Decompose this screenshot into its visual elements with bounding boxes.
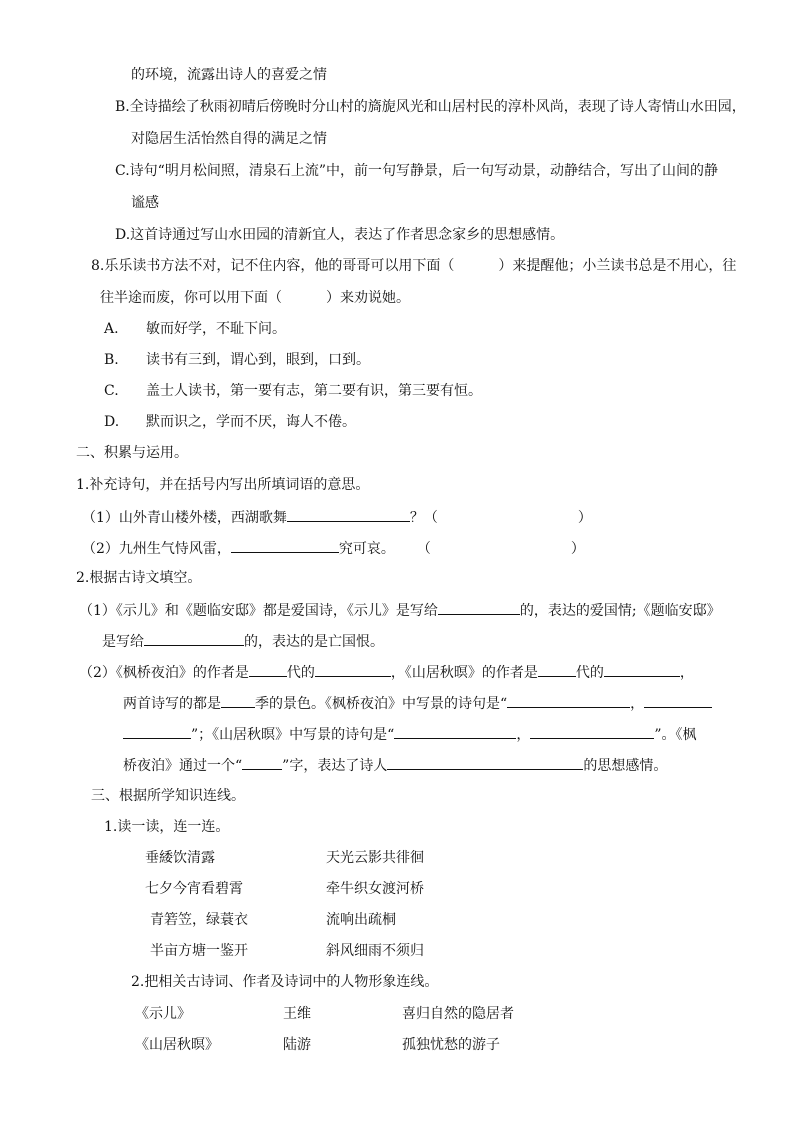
p2-text-m: ”字，表达了诗人 (282, 758, 388, 774)
section2-q2-p1-line1 (79, 600, 721, 620)
matching-left-item[interactable]: 七夕今宵看碧霄 (145, 881, 243, 897)
section2-q2-p2-line1 (79, 662, 694, 682)
matching-right-item[interactable]: 牵牛织女渡河桥 (326, 881, 424, 897)
p2-text-h: ， (630, 696, 645, 712)
fill-blank[interactable] (438, 600, 520, 615)
q8-stem-part3: 往半途而废，你可以用下面（ (100, 290, 282, 306)
fill-blank[interactable] (242, 755, 282, 770)
q8-option-c (104, 382, 482, 400)
matching-left-item[interactable]: 青箬笠，绿蓑衣 (150, 912, 248, 928)
p1-text-c: 是写给 (102, 634, 144, 650)
option-text: 敏而好学，不耻下问。 (146, 321, 286, 337)
item2-text-b: 究可哀。 (338, 541, 395, 557)
section2-q1-stem: 1.补充诗句，并在括号内写出所填词语的意思。 (76, 477, 370, 493)
item2-text-c: （ (416, 541, 431, 557)
matching-left-item[interactable]: 半亩方塘一鉴开 (150, 943, 248, 959)
fill-blank[interactable] (394, 724, 516, 739)
item1-text-a: （1）山外青山楼外楼，西湖歌舞 (82, 510, 287, 526)
section2-q2-p2-line3 (123, 724, 697, 744)
q8-stem-line1 (91, 257, 736, 275)
p2-text-n: 的思想感情。 (583, 758, 668, 774)
p2-text-k: ”。《枫 (654, 727, 697, 743)
q7-option-d: D.这首诗通过写山水田园的清新宜人，表达了作者思念家乡的思想感情。 (115, 227, 565, 243)
fill-blank[interactable] (507, 693, 630, 708)
fill-blank[interactable] (221, 693, 255, 708)
q7-option-b-line1: B.全诗描绘了秋雨初晴后傍晚时分山村的旖旎风光和山居村民的淳朴风尚，表现了诗人寄情山水田园， (115, 99, 746, 115)
q7-option-c-line1: C.诗句“明月松间照，清泉石上流”中，前一句写静景，后一句写动景，动静结合，写出了山间的静 (115, 163, 718, 179)
p2-text-b: 代的 (286, 665, 315, 681)
q7-option-a-tail: 的环境，流露出诗人的喜爱之情 (131, 67, 327, 83)
p2-text-i: ”；《山居秋暝》中写景的诗句是“ (191, 727, 395, 743)
option-letter: D. (104, 414, 120, 430)
section2-q2-p2-line2 (123, 693, 712, 713)
p2-text-a: （2）《枫桥夜泊》的作者是 (79, 665, 249, 681)
p1-text-d: 的，表达的是亡国恨。 (244, 634, 384, 650)
p2-text-j: ， (516, 727, 531, 743)
author-item[interactable]: 陆游 (283, 1037, 311, 1053)
fill-blank[interactable] (604, 662, 680, 677)
section3-q2-stem: 2.把相关古诗词、作者及诗词中的人物形象连线。 (131, 974, 439, 990)
fill-blank[interactable] (538, 662, 576, 677)
p2-text-c: ，《山居秋暝》的作者是 (390, 665, 538, 681)
fill-blank[interactable] (123, 724, 191, 739)
p2-text-d: 代的 (575, 665, 604, 681)
image-item[interactable]: 孤独忧愁的游子 (402, 1037, 500, 1053)
p2-text-f: 两首诗写的都是 (123, 696, 221, 712)
p1-text-a: （1）《示儿》和《题临安邸》都是爱国诗，《示儿》是写给 (79, 603, 438, 619)
option-text: 默而识之，学而不厌，诲人不倦。 (146, 414, 356, 430)
item2-text-d: ） (570, 541, 585, 557)
fill-blank[interactable] (231, 538, 339, 553)
option-letter: A. (104, 321, 119, 337)
item1-text-b: ？（ (409, 510, 438, 526)
section2-q2-p1-line2 (102, 631, 384, 651)
fill-blank[interactable] (644, 693, 712, 708)
q8-stem-line2 (100, 289, 410, 307)
poem-item[interactable]: 《山居秋暝》 (135, 1037, 219, 1053)
option-letter: C. (104, 383, 119, 399)
section2-q2-p2-line4 (123, 755, 667, 775)
image-item[interactable]: 喜归自然的隐居者 (402, 1006, 514, 1022)
section2-q2-stem: 2.根据古诗文填空。 (76, 570, 202, 586)
fill-blank[interactable] (315, 662, 391, 677)
fill-blank[interactable] (249, 662, 287, 677)
matching-right-item[interactable]: 斜风细雨不须归 (326, 943, 424, 959)
q7-option-c-line2: 谧感 (131, 195, 159, 211)
item2-text-a: （2）九州生气恃风雷， (82, 541, 231, 557)
p2-text-l: 桥夜泊》通过一个“ (123, 758, 243, 774)
matching-right-item[interactable]: 天光云影共徘徊 (326, 850, 424, 866)
q8-stem-part2: ）来提醒他；小兰读书总是不用心，往 (498, 258, 737, 274)
item1-text-c: ） (577, 510, 592, 526)
fill-blank[interactable] (287, 507, 410, 522)
section3-q1-stem: 1.读一读，连一连。 (104, 819, 230, 835)
section2-title: 二、积累与运用。 (76, 445, 188, 461)
p2-text-e: ， (679, 665, 694, 681)
option-letter: B. (104, 352, 119, 368)
option-text: 盖士人读书，第一要有志，第二要有识，第三要有恒。 (146, 383, 482, 399)
section2-q1-item2 (82, 538, 585, 558)
q7-option-b-line2: 对隐居生活怡然自得的满足之情 (131, 131, 327, 147)
section2-q1-item1 (82, 507, 592, 527)
section3-title: 三、根据所学知识连线。 (91, 788, 245, 804)
q8-option-a (104, 320, 286, 338)
q8-stem-part1: 8.乐乐读书方法不对，记不住内容，他的哥哥可以用下面（ (91, 258, 455, 274)
p1-text-b: 的，表达的爱国情;《题临安邸》 (519, 603, 721, 619)
q8-stem-part4: ）来劝说她。 (326, 290, 410, 306)
option-text: 读书有三到，谓心到，眼到，口到。 (146, 352, 370, 368)
matching-right-item[interactable]: 流响出疏桐 (326, 912, 396, 928)
q8-option-b (104, 351, 370, 369)
poem-item[interactable]: 《示儿》 (135, 1006, 191, 1022)
author-item[interactable]: 王维 (283, 1006, 311, 1022)
fill-blank[interactable] (144, 631, 244, 646)
matching-left-item[interactable]: 垂緌饮清露 (145, 850, 215, 866)
fill-blank[interactable] (387, 755, 583, 770)
fill-blank[interactable] (530, 724, 654, 739)
p2-text-g: 季的景色。《枫桥夜泊》中写景的诗句是“ (255, 696, 508, 712)
q8-option-d (104, 413, 356, 431)
